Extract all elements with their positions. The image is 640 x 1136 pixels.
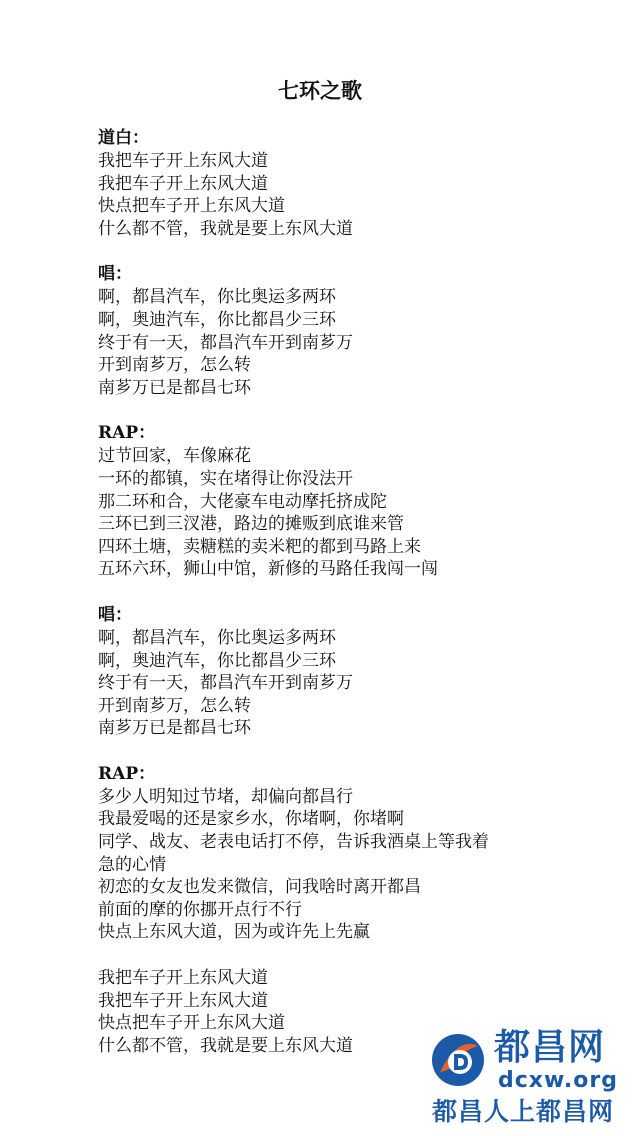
section-header: RAP： bbox=[98, 423, 156, 444]
watermark-site-url: dcxw.org bbox=[498, 1068, 618, 1093]
lyric-line: 什么都不管，我就是要上东风大道 bbox=[98, 1035, 353, 1056]
lyric-line: 快点上东风大道，因为或许先上先赢 bbox=[98, 922, 370, 943]
lyric-line: 前面的摩的你挪开点行不行 bbox=[98, 899, 302, 920]
lyric-line: 啊，都昌汽车，你比奥运多两环 bbox=[98, 627, 336, 648]
section-header: 道白： bbox=[98, 128, 149, 148]
lyrics-section-rap-2 bbox=[98, 763, 568, 944]
site-watermark bbox=[428, 1026, 640, 1136]
song-title: 七环之歌 bbox=[278, 78, 362, 103]
lyric-line: 我把车子开上东风大道 bbox=[98, 990, 268, 1011]
lyric-line: 南芗万已是都昌七环 bbox=[98, 377, 251, 398]
lyric-line: 啊，奥迪汽车，你比都昌少三环 bbox=[98, 309, 336, 330]
lyric-line: 四环土塘，卖糖糕的卖米粑的都到马路上来 bbox=[98, 536, 421, 557]
lyric-line: 一环的都镇，实在堵得让你没法开 bbox=[98, 468, 353, 489]
lyric-line: 什么都不管，我就是要上东风大道 bbox=[98, 218, 353, 239]
lyric-line: 快点把车子开上东风大道 bbox=[98, 196, 285, 217]
dcxw-logo-icon bbox=[430, 1032, 486, 1088]
watermark-slogan: 都昌人上都昌网 bbox=[432, 1097, 615, 1126]
lyric-line: 急的心情 bbox=[98, 854, 166, 875]
lyric-line: 初恋的女友也发来微信，问我啥时离开都昌 bbox=[98, 877, 421, 898]
lyric-line: 多少人明知过节堵，却偏向都昌行 bbox=[98, 786, 353, 807]
lyric-line: 终于有一天，都昌汽车开到南芗万 bbox=[98, 673, 353, 694]
lyric-line: 那二环和合，大佬豪车电动摩托挤成陀 bbox=[98, 491, 387, 512]
lyric-line: 我把车子开上东风大道 bbox=[98, 173, 268, 194]
lyrics-section-rap-1 bbox=[98, 422, 568, 581]
lyric-line: 同学、战友、老表电话打不停，告诉我酒桌上等我着 bbox=[98, 832, 489, 853]
lyric-line: 五环六环，狮山中馆，新修的马路任我闯一闯 bbox=[98, 559, 438, 580]
watermark-site-name: 都昌网 bbox=[494, 1027, 606, 1068]
lyrics-section-intro bbox=[98, 127, 568, 240]
lyric-line: 快点把车子开上东风大道 bbox=[98, 1013, 285, 1034]
lyrics-body bbox=[98, 127, 568, 1080]
section-header: 唱： bbox=[98, 264, 132, 285]
section-header: 唱： bbox=[98, 604, 132, 625]
lyric-line: 我把车子开上东风大道 bbox=[98, 968, 268, 989]
lyric-line: 过节回家，车像麻花 bbox=[98, 446, 251, 467]
lyric-line: 啊，都昌汽车，你比奥运多两环 bbox=[98, 287, 336, 308]
lyric-line: 南芗万已是都昌七环 bbox=[98, 718, 251, 739]
lyric-line: 开到南芗万，怎么转 bbox=[98, 695, 251, 716]
section-header: RAP： bbox=[98, 763, 156, 784]
lyric-line: 终于有一天，都昌汽车开到南芗万 bbox=[98, 332, 353, 353]
lyric-line: 我最爱喝的还是家乡水，你堵啊，你堵啊 bbox=[98, 809, 404, 830]
lyrics-section-chorus-2 bbox=[98, 604, 568, 740]
lyrics-section-chorus-1 bbox=[98, 263, 568, 399]
lyric-line: 啊，奥迪汽车，你比都昌少三环 bbox=[98, 650, 336, 671]
lyric-line: 三环已到三汊港，路边的摊贩到底谁来管 bbox=[98, 514, 404, 535]
lyric-line: 开到南芗万，怎么转 bbox=[98, 355, 251, 376]
lyric-line: 我把车子开上东风大道 bbox=[98, 151, 268, 171]
